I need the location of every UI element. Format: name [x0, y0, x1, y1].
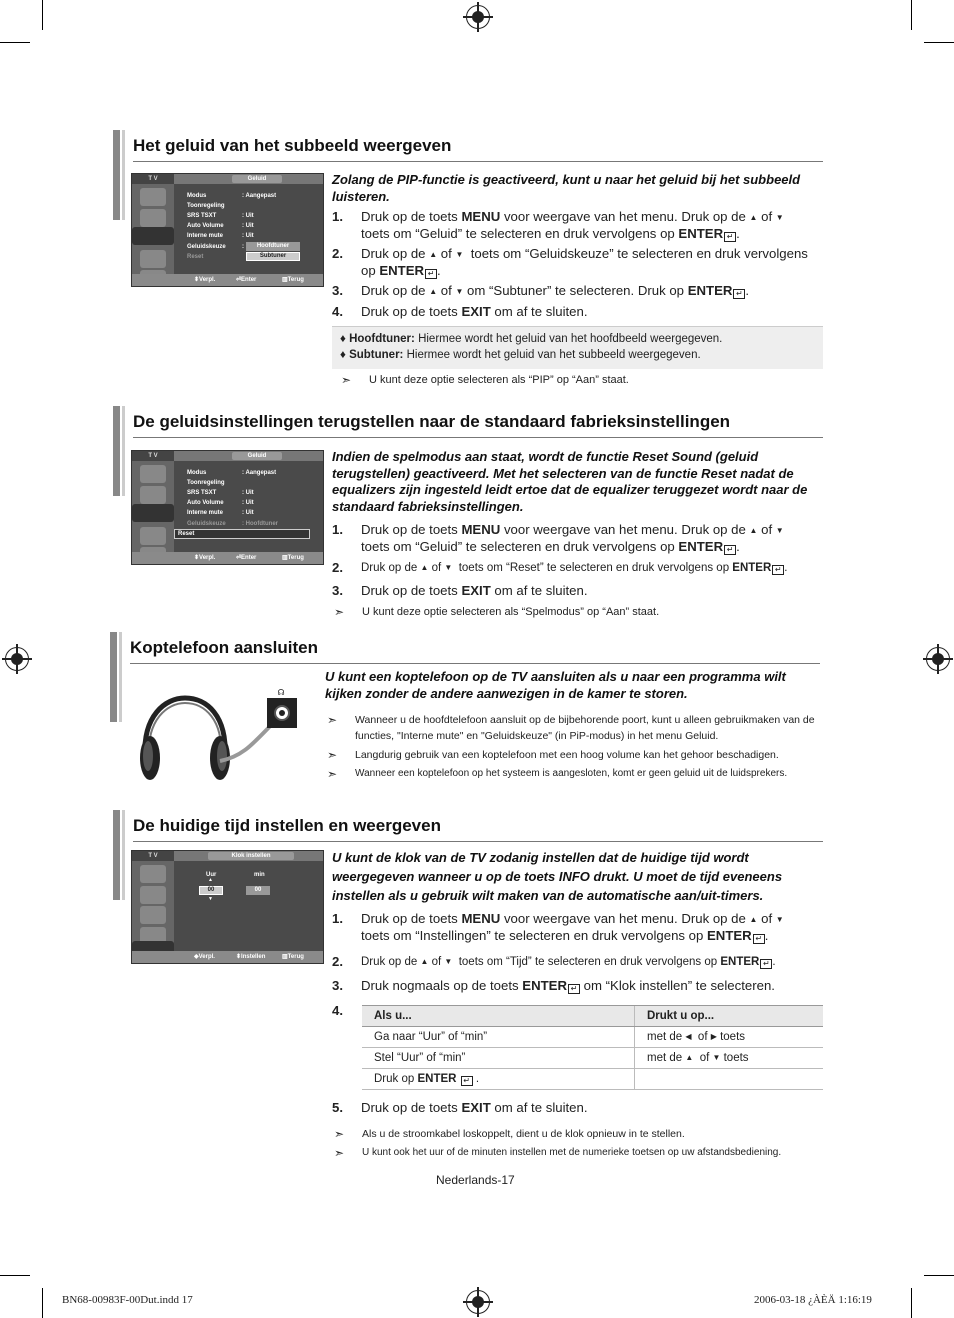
note-arrow-icon: ➣	[334, 1146, 345, 1160]
headphones-illustration	[135, 686, 305, 784]
page-label: Nederlands-17	[436, 1173, 515, 1187]
note-arrow-icon: ➣	[327, 748, 338, 762]
step-3: 3. Druk nogmaals op de toets ENTER ↵ om “Klok instellen” te selecteren.	[332, 978, 775, 993]
registration-mark-icon	[466, 1290, 490, 1314]
section-title: Koptelefoon aansluiten	[130, 638, 318, 657]
enter-icon: ↵	[724, 545, 736, 555]
enter-icon: ↵	[724, 232, 736, 242]
section-intro: Zolang de PIP-functie is geactiveerd, kunt u naar het geluid bij het subbeeld luisteren.	[332, 172, 801, 204]
section-intro: U kunt een koptelefoon op de TV aansluiten als u naar een programma wilt kijken zonder de andere aanwezigen in de kamer te storen.	[325, 669, 786, 701]
channel-icon	[140, 250, 166, 268]
registration-mark-icon	[466, 5, 490, 29]
arrow-down-icon: ▼	[444, 563, 453, 572]
enter-icon: ↵	[568, 984, 580, 994]
enter-icon: ↵	[733, 289, 745, 299]
enter-icon: ↵	[461, 1076, 473, 1086]
table-row: Ga naar “Uur” of “min” met de ◀ of ▶ toets	[362, 1027, 823, 1048]
note-arrow-icon: ➣	[327, 713, 338, 727]
step-4: 4. Druk op de toets EXIT om af te sluiten.	[332, 304, 588, 319]
enter-icon: ↵	[760, 959, 772, 969]
step-2: 2. Druk op de ▲ of ▼ toets om “Geluidskeuze” te selecteren en druk vervolgens op ENTER ↵ .	[332, 246, 808, 278]
arrow-left-icon: ◀	[685, 1032, 692, 1041]
sound-icon	[140, 906, 166, 924]
antenna-icon	[140, 465, 166, 483]
arrow-down-icon: ▼	[444, 957, 453, 966]
crop-mark	[924, 1275, 954, 1276]
footer-date: 2006-03-18 ¿ÀÈÄ 1:16:19	[754, 1294, 872, 1306]
crop-mark	[924, 42, 954, 43]
note: ➣ Wanneer u de hoofdtelefoon aansluit op de bijbehorende poort, kunt u alleen gebruikmaken van de functies, "Interne mute" en "Geluidskeuze" (in PiP-modus) in het menu Geluid.	[327, 713, 815, 742]
crop-mark	[42, 0, 43, 30]
arrow-down-icon: ▼	[775, 526, 784, 535]
arrow-up-icon: ▲	[749, 213, 758, 222]
note-arrow-icon: ➣	[341, 373, 352, 387]
key-table: Als u... Drukt u op... Ga naar “Uur” of “min” met de ◀ of ▶ toets Stel “Uur” of “min” met de ▲ of ▼ toets Druk op ENTER ↵ .	[362, 1005, 823, 1090]
step-5: 5. Druk op de toets EXIT om af te sluiten.	[332, 1100, 588, 1115]
antenna-icon	[140, 865, 166, 883]
crop-mark	[0, 42, 30, 43]
step-1: 1. Druk op de toets MENU voor weergave van het menu. Druk op de ▲ of ▼ toets om “Geluid” te selecteren en druk vervolgens op ENTER ↵ .	[332, 522, 784, 554]
step-3: 3. Druk op de toets EXIT om af te sluiten.	[332, 583, 588, 598]
channel-icon	[140, 527, 166, 545]
table-row: Stel “Uur” of “min” met de ▲ of ▼ toets	[362, 1048, 823, 1069]
crop-mark	[911, 1288, 912, 1318]
note-arrow-icon: ➣	[334, 605, 345, 619]
antenna-icon	[140, 188, 166, 206]
arrow-right-icon: ▶	[710, 1032, 717, 1041]
section-intro: U kunt de klok van de TV zodanig instellen dat de huidige tijd wordt weergegeven wanneer u op de toets INFO drukt. U moet de tijd eveneens instellen als u gebruik wilt maken van de automatische aan/uit-timers.	[332, 850, 783, 903]
registration-mark-icon	[926, 647, 950, 671]
enter-icon: ↵	[753, 934, 765, 944]
sound-icon	[132, 227, 174, 245]
section-intro: Indien de spelmodus aan staat, wordt de functie Reset Sound (geluid terugstellen) geactiveerd. Met het selecteren van de functie Reset nadat de equalizers zijn ingesteld leidt ertoe dat de equalizer teruggezet wordt naar de standaard fabrieksinstellingen.	[332, 449, 808, 514]
arrow-up-icon: ▲	[749, 915, 758, 924]
arrow-up-icon: ▲	[429, 250, 438, 259]
crop-mark	[0, 1275, 30, 1276]
info-box: ♦ Hoofdtuner: Hiermee wordt het geluid van het hoofdbeeld weergegeven. ♦ Subtuner: Hiermee wordt het geluid van het subbeeld weergegeven.	[332, 326, 823, 369]
tv-menu-screenshot: T V Klok instellen Uur min 00 00 ▲ ▼ ◆ Verpl. ⬍ Instellen ▥ Terug	[131, 850, 324, 964]
registration-mark-icon	[5, 647, 29, 671]
enter-icon: ↵	[425, 269, 437, 279]
arrow-down-icon: ▼	[455, 287, 464, 296]
enter-icon: ↵	[772, 565, 784, 575]
arrow-up-icon: ▲	[749, 526, 758, 535]
picture-icon	[140, 209, 166, 227]
arrow-down-icon: ▼	[775, 213, 784, 222]
arrow-up-icon: ▲	[420, 563, 429, 572]
picture-icon	[140, 486, 166, 504]
section-title: De geluidsinstellingen terugstellen naar de standaard fabrieksinstellingen	[133, 412, 731, 431]
note-arrow-icon: ➣	[327, 767, 338, 781]
arrow-down-icon: ▼	[455, 250, 464, 259]
step-2: 2. Druk op de ▲ of ▼ toets om “Reset” te selecteren en druk vervolgens op ENTER ↵ .	[332, 560, 788, 575]
table-row: Druk op ENTER ↵ .	[362, 1069, 823, 1090]
arrow-up-icon: ▲	[420, 957, 429, 966]
arrow-down-icon: ▼	[775, 915, 784, 924]
svg-text:☊: ☊	[277, 688, 285, 697]
step-3: 3. Druk op de ▲ of ▼ om “Subtuner” te selecteren. Druk op ENTER ↵ .	[332, 283, 750, 298]
arrow-up-icon: ▲	[685, 1053, 694, 1062]
crop-mark	[911, 0, 912, 30]
step-1: 1. Druk op de toets MENU voor weergave van het menu. Druk op de ▲ of ▼ toets om “Geluid” te selecteren en druk vervolgens op ENTER ↵ .	[332, 209, 784, 241]
picture-icon	[140, 886, 166, 904]
section-title: De huidige tijd instellen en weergeven	[133, 816, 441, 835]
tv-menu-screenshot: T V Geluid Modus : Aangepast Toonregeling SRS TSXT : Uit Auto Volume : Uit Interne mute : Uit Geluidskeuze : Reset Hoofdtuner Subtuner ⬍ Verpl. ⏎ Enter ▥ Terug	[131, 173, 324, 287]
crop-mark	[42, 1288, 43, 1318]
footer-file: BN68-00983F-00Dut.indd 17	[62, 1294, 193, 1306]
step-1: 1. Druk op de toets MENU voor weergave van het menu. Druk op de ▲ of ▼ toets om “Instellingen” te selecteren en druk vervolgens op ENTER ↵ .	[332, 911, 784, 943]
section-title: Het geluid van het subbeeld weergeven	[133, 136, 452, 155]
sound-icon	[132, 504, 174, 522]
arrow-up-icon: ▲	[429, 287, 438, 296]
step-2: 2. Druk op de ▲ of ▼ toets om “Tijd” te selecteren en druk vervolgens op ENTER ↵ .	[332, 954, 776, 969]
arrow-down-icon: ▼	[712, 1053, 721, 1062]
tv-menu-screenshot: T V Geluid Modus : Aangepast Toonregeling SRS TSXT : Uit Auto Volume : Uit Interne mute : Uit Geluidskeuze : Hoofdtuner Reset ⬍ Verpl. ⏎ Enter ▥ Terug	[131, 450, 324, 565]
step-4: 4.	[332, 1003, 343, 1018]
note-arrow-icon: ➣	[334, 1127, 345, 1141]
